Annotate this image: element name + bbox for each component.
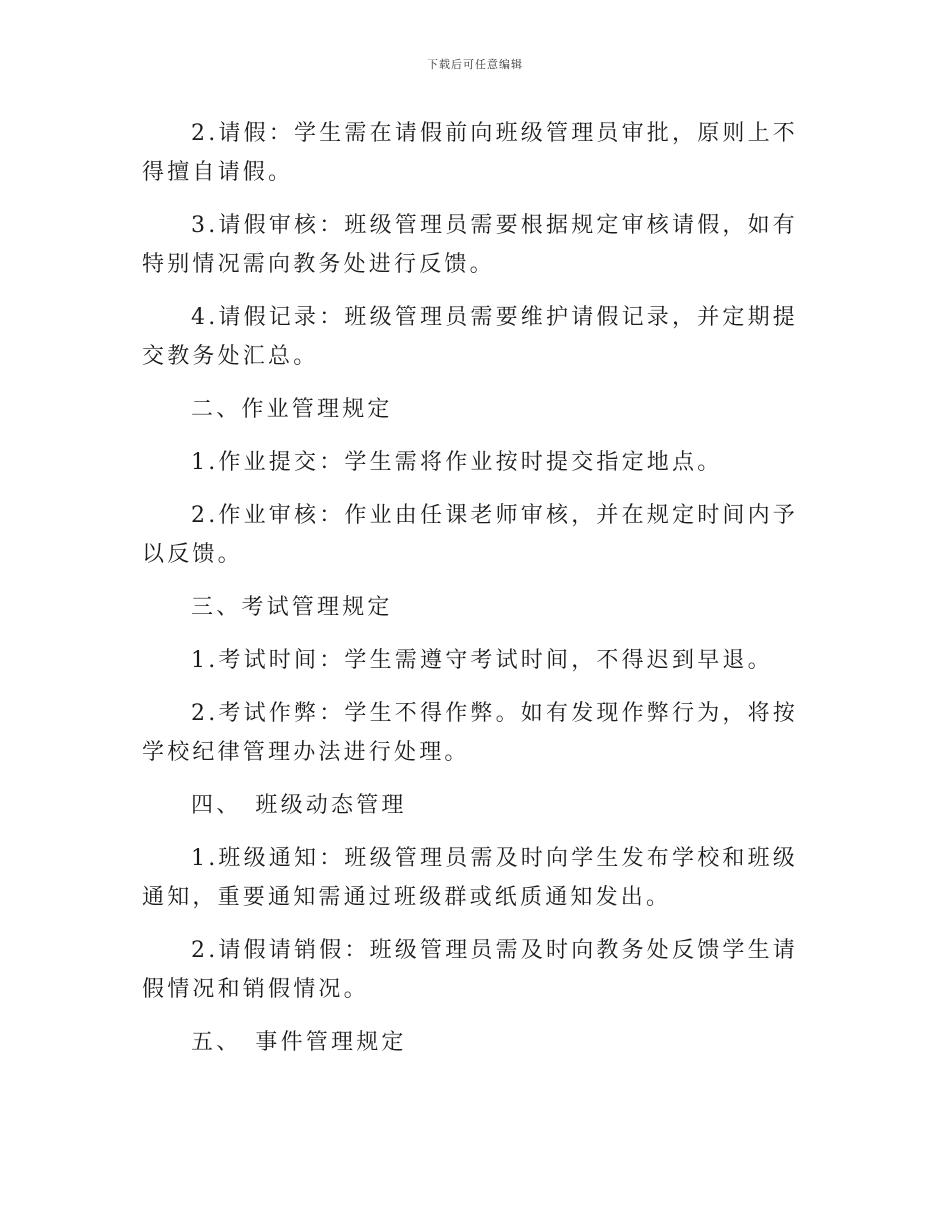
paragraph-leave-cancel: 2.请假请销假：班级管理员需及时向教务处反馈学生请假情况和销假情况。 [142,938,798,1002]
section-title-class: 班级动态管理 [255,793,407,818]
section-heading-event [142,1023,806,1062]
paragraph-exam-time: 1.考试时间：学生需遵守考试时间，不得迟到早退。 [191,648,773,673]
document-body [142,114,806,1076]
paragraph-homework-review: 2.作业审核：作业由任课老师审核，并在规定时间内予以反馈。 [142,503,798,567]
paragraph-class-notice: 1.班级通知：班级管理员需及时向学生发布学校和班级通知，重要通知需通过班级群或纸质通知发出。 [142,846,798,910]
paragraph-homework-submit: 1.作业提交：学生需将作业按时提交指定地点。 [191,450,723,475]
section-title-event: 事件管理规定 [255,1030,407,1055]
page-header: 下载后可任意编辑 [427,58,523,71]
paragraph-leave-record: 4.请假记录：班级管理员需要维护请假记录，并定期提交教务处汇总。 [142,305,798,369]
section-heading-homework: 二、作业管理规定 [191,397,393,422]
paragraph-exam-cheating: 2.考试作弊：学生不得作弊。如有发现作弊行为，将按学校纪律管理办法进行处理。 [142,701,798,765]
section-heading-class [142,786,806,825]
section-number-event: 五、 [191,1030,242,1055]
paragraph-leave-review: 3.请假审核：班级管理员需要根据规定审核请假，如有特别情况需向教务处进行反馈。 [142,213,798,277]
paragraph-leave-request: 2.请假：学生需在请假前向班级管理员审批，原则上不得擅自请假。 [142,121,798,185]
section-heading-exam: 三、考试管理规定 [191,595,393,620]
section-number-class: 四、 [191,793,242,818]
